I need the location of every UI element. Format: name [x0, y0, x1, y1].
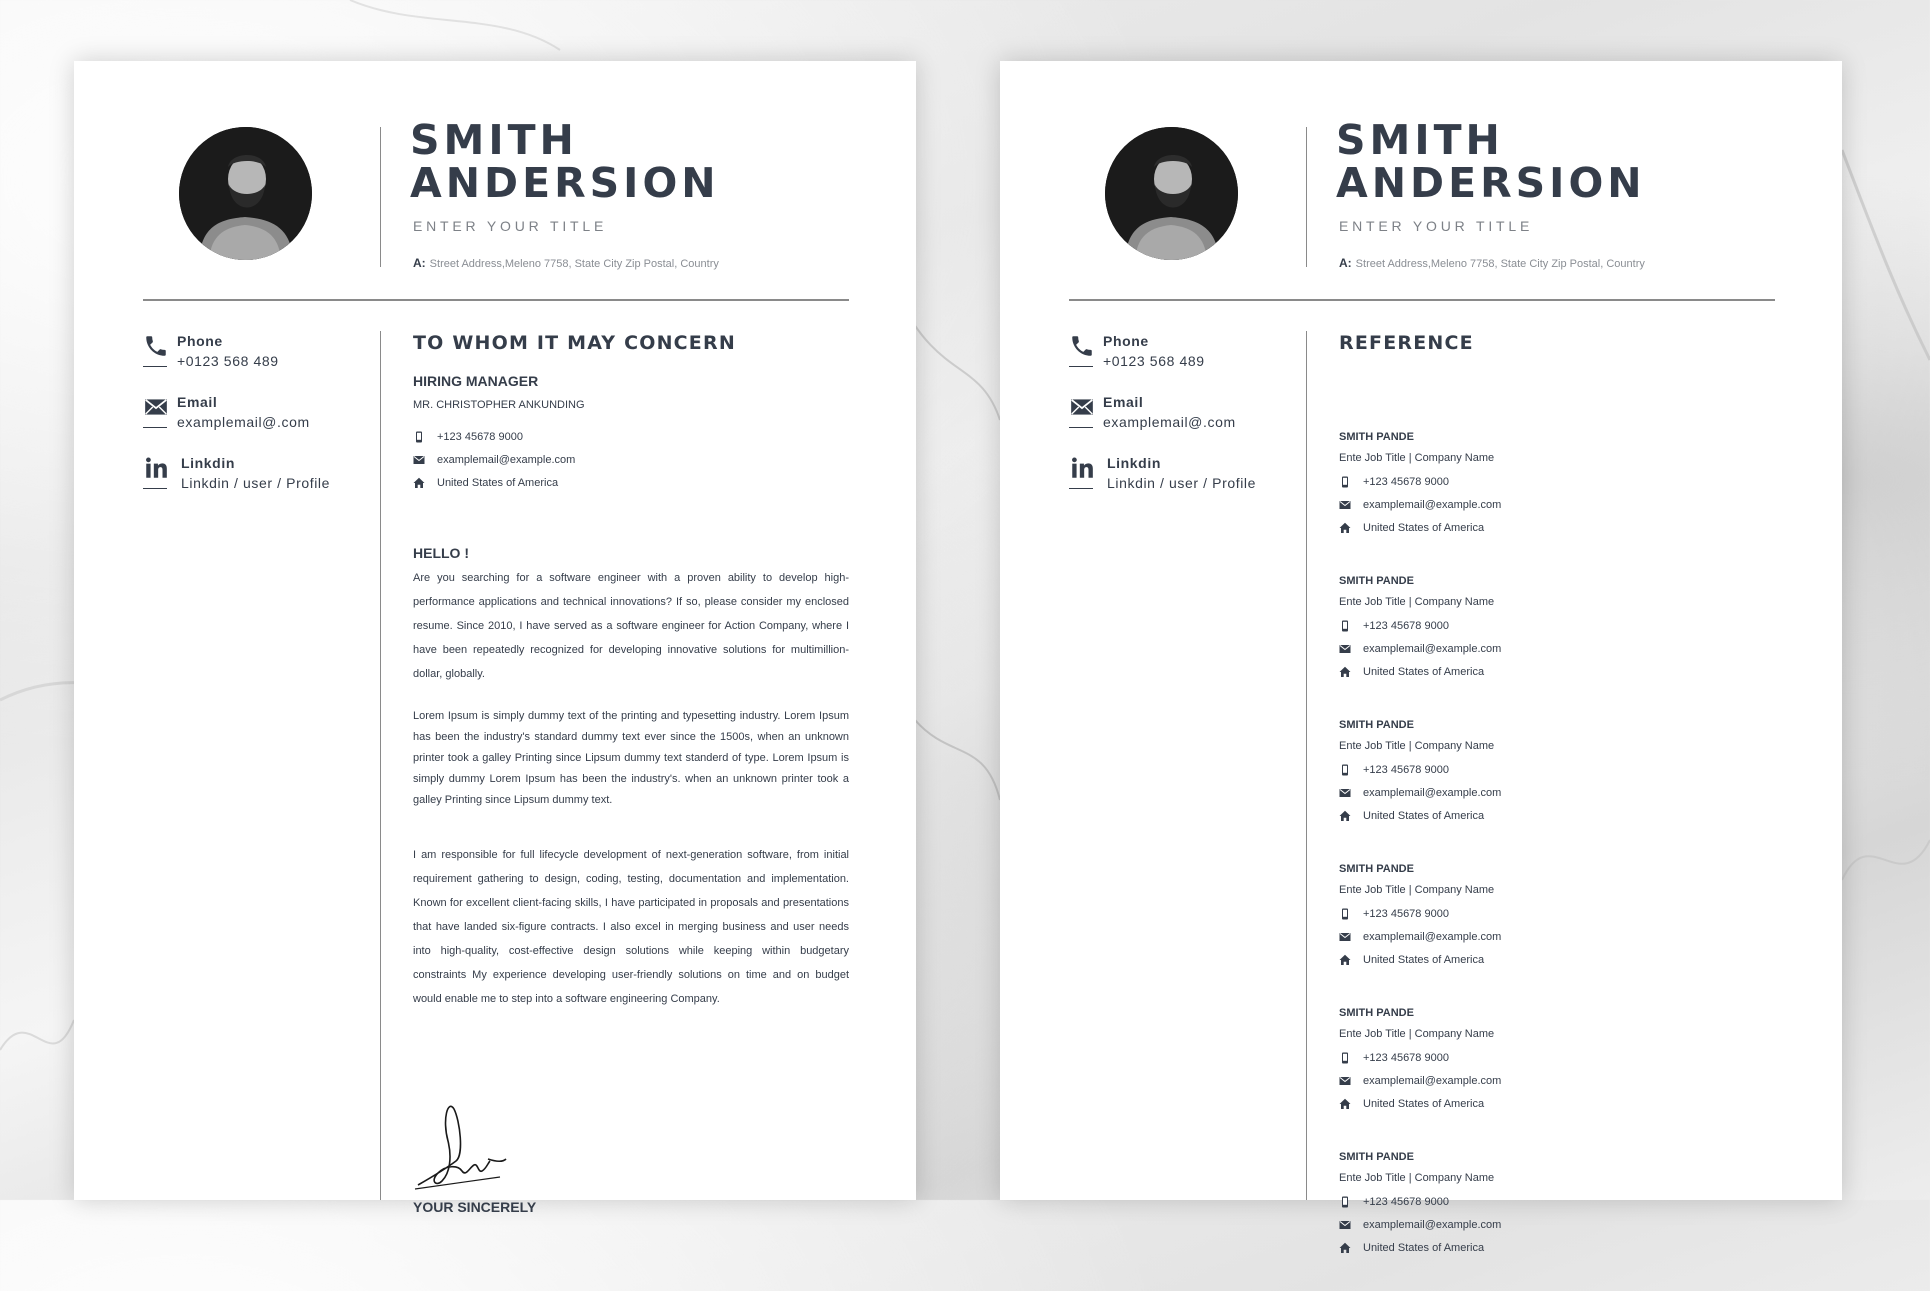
- reference-heading: REFERENCE: [1339, 332, 1474, 354]
- contact-label: Email: [177, 394, 218, 410]
- first-name: SMITH: [410, 116, 578, 164]
- address-line: [1339, 256, 1645, 270]
- contact-value: +0123 568 489: [177, 353, 279, 369]
- home-icon: [1339, 954, 1351, 966]
- body-vertical-divider: [1306, 331, 1307, 1200]
- body-vertical-divider: [380, 331, 381, 1200]
- reference-entry: [1339, 575, 1739, 715]
- candidate-name: [410, 116, 720, 207]
- recipient-name: MR. CHRISTOPHER ANKUNDING: [413, 399, 585, 411]
- contact-label: Email: [1103, 394, 1144, 410]
- header-vertical-divider: [380, 127, 381, 267]
- contact-value: Linkdin / user / Profile: [1107, 475, 1257, 491]
- home-icon: [1339, 666, 1351, 678]
- letter-heading: TO WHOM IT MAY CONCERN: [413, 332, 736, 354]
- address-label: A:: [1339, 256, 1352, 270]
- phone-text: +123 45678 9000: [1363, 476, 1449, 488]
- letter-closing: YOUR SINCERELY: [413, 1199, 537, 1215]
- reference-name: SMITH PANDE: [1339, 575, 1414, 587]
- contact-value: examplemail@.com: [177, 414, 310, 430]
- mobile-icon: [413, 431, 425, 443]
- address-text: Street Address,Meleno 7758, State City Zip Postal, Country: [1355, 258, 1645, 270]
- email-text: examplemail@example.com: [1363, 499, 1502, 511]
- location-text: United States of America: [1363, 954, 1485, 966]
- contact-underline: [143, 427, 167, 428]
- reference-job-title: Ente Job Title | Company Name: [1339, 1028, 1495, 1040]
- location-text: United States of America: [1363, 810, 1485, 822]
- phone-text: +123 45678 9000: [1363, 764, 1449, 776]
- header-vertical-divider: [1306, 127, 1307, 267]
- cover-letter-page: [74, 61, 916, 1215]
- phone-text: +123 45678 9000: [437, 431, 523, 443]
- letter-greeting: HELLO !: [413, 545, 469, 561]
- profile-photo: [1105, 127, 1238, 260]
- contact-underline: [1069, 488, 1093, 489]
- last-name: ANDERSION: [1336, 159, 1646, 207]
- envelope-icon: [1339, 643, 1351, 655]
- mobile-icon: [1339, 1196, 1351, 1208]
- address-line: [413, 256, 719, 270]
- first-name: SMITH: [1336, 116, 1504, 164]
- email-text: examplemail@example.com: [1363, 1219, 1502, 1231]
- reference-entry: [1339, 863, 1739, 1003]
- email-text: examplemail@example.com: [1363, 1075, 1502, 1087]
- letter-paragraph: I am responsible for full lifecycle development of next-generation software, from initial requirement gathering to design, coding, testing, documentation and implementation. Known for excellent client-facing skills, I have participated in proposals and presentations that have landed six-figure contracts. I also excel in merging business and user needs into high-quality, cost-effective design solutions while keeping within budgetary constraints My experience developing user-friendly solutions on time and on budget would enable me to step into a software engineering Company.: [413, 849, 849, 1005]
- mobile-icon: [1339, 908, 1351, 920]
- contact-underline: [143, 488, 167, 489]
- home-icon: [413, 477, 425, 489]
- contact-underline: [143, 366, 167, 367]
- recipient-role: HIRING MANAGER: [413, 373, 539, 389]
- contact-label: Phone: [1103, 333, 1149, 349]
- envelope-icon: [1339, 499, 1351, 511]
- mobile-icon: [1339, 476, 1351, 488]
- envelope-icon: [1069, 394, 1095, 420]
- reference-name: SMITH PANDE: [1339, 719, 1414, 731]
- reference-job-title: Ente Job Title | Company Name: [1339, 884, 1495, 896]
- last-name: ANDERSION: [410, 159, 720, 207]
- location-text: United States of America: [1363, 1098, 1485, 1110]
- profile-photo: [179, 127, 312, 260]
- reference-name: SMITH PANDE: [1339, 431, 1414, 443]
- email-text: examplemail@example.com: [437, 454, 576, 466]
- phone-text: +123 45678 9000: [1363, 1052, 1449, 1064]
- contact-value: Linkdin / user / Profile: [181, 475, 331, 491]
- location-text: United States of America: [1363, 666, 1485, 678]
- letter-paragraph: Are you searching for a software engineer with a proven ability to develop high-performance applications and technical innovations? If so, please consider my enclosed resume. Since 2010, I have served as a software engineer for Action Company, where I have been repeatedly recognized for developing innovative solutions for multimillion-dollar, globally.: [413, 572, 849, 680]
- contact-underline: [1069, 427, 1093, 428]
- contact-underline: [1069, 366, 1093, 367]
- letter-paragraph: Lorem Ipsum is simply dummy text of the printing and typesetting industry. Lorem Ipsum has been the industry's standard dummy text ever since the 1500s, when an unknown printer took a galley Printing since Lipsum dummy text standerd of type. Lorem Ipsum is simply dummy Lorem Ipsum has been the industry's. when an unknown printer took a galley Printing since Lipsum dummy text.: [413, 710, 849, 806]
- contact-value: examplemail@.com: [1103, 414, 1236, 430]
- location-text: United States of America: [437, 477, 559, 489]
- location-text: United States of America: [1363, 522, 1485, 534]
- job-title: ENTER YOUR TITLE: [413, 218, 608, 234]
- address-label: A:: [413, 256, 426, 270]
- reference-entry: [1339, 431, 1739, 571]
- reference-job-title: Ente Job Title | Company Name: [1339, 596, 1495, 608]
- email-text: examplemail@example.com: [1363, 931, 1502, 943]
- contact-label: Linkdin: [1107, 455, 1161, 471]
- home-icon: [1339, 810, 1351, 822]
- envelope-icon: [143, 394, 169, 420]
- linkedin-icon: [1069, 455, 1095, 481]
- reference-job-title: Ente Job Title | Company Name: [1339, 1172, 1495, 1184]
- phone-icon: [1069, 333, 1095, 359]
- candidate-name: [1336, 116, 1646, 207]
- email-text: examplemail@example.com: [1363, 643, 1502, 655]
- header-horizontal-divider: [143, 299, 849, 301]
- contact-label: Linkdin: [181, 455, 235, 471]
- reference-entry: [1339, 1151, 1739, 1291]
- mobile-icon: [1339, 764, 1351, 776]
- contact-label: Phone: [177, 333, 223, 349]
- job-title: ENTER YOUR TITLE: [1339, 218, 1534, 234]
- reference-page: [1000, 61, 1842, 1254]
- envelope-icon: [1339, 1075, 1351, 1087]
- envelope-icon: [413, 454, 425, 466]
- reference-entry: [1339, 1007, 1739, 1147]
- handwritten-signature: [412, 1101, 508, 1195]
- phone-icon: [143, 333, 169, 359]
- home-icon: [1339, 1242, 1351, 1254]
- envelope-icon: [1339, 787, 1351, 799]
- reference-job-title: Ente Job Title | Company Name: [1339, 740, 1495, 752]
- reference-name: SMITH PANDE: [1339, 863, 1414, 875]
- reference-name: SMITH PANDE: [1339, 1007, 1414, 1019]
- header-horizontal-divider: [1069, 299, 1775, 301]
- address-text: Street Address,Meleno 7758, State City Zip Postal, Country: [429, 258, 719, 270]
- home-icon: [1339, 1098, 1351, 1110]
- envelope-icon: [1339, 931, 1351, 943]
- contact-value: +0123 568 489: [1103, 353, 1205, 369]
- reference-name: SMITH PANDE: [1339, 1151, 1414, 1163]
- mobile-icon: [1339, 1052, 1351, 1064]
- phone-text: +123 45678 9000: [1363, 620, 1449, 632]
- phone-text: +123 45678 9000: [1363, 908, 1449, 920]
- linkedin-icon: [143, 455, 169, 481]
- envelope-icon: [1339, 1219, 1351, 1231]
- reference-job-title: Ente Job Title | Company Name: [1339, 452, 1495, 464]
- reference-entry: [1339, 719, 1739, 859]
- mobile-icon: [1339, 620, 1351, 632]
- email-text: examplemail@example.com: [1363, 787, 1502, 799]
- home-icon: [1339, 522, 1351, 534]
- phone-text: +123 45678 9000: [1363, 1196, 1449, 1208]
- location-text: United States of America: [1363, 1242, 1485, 1254]
